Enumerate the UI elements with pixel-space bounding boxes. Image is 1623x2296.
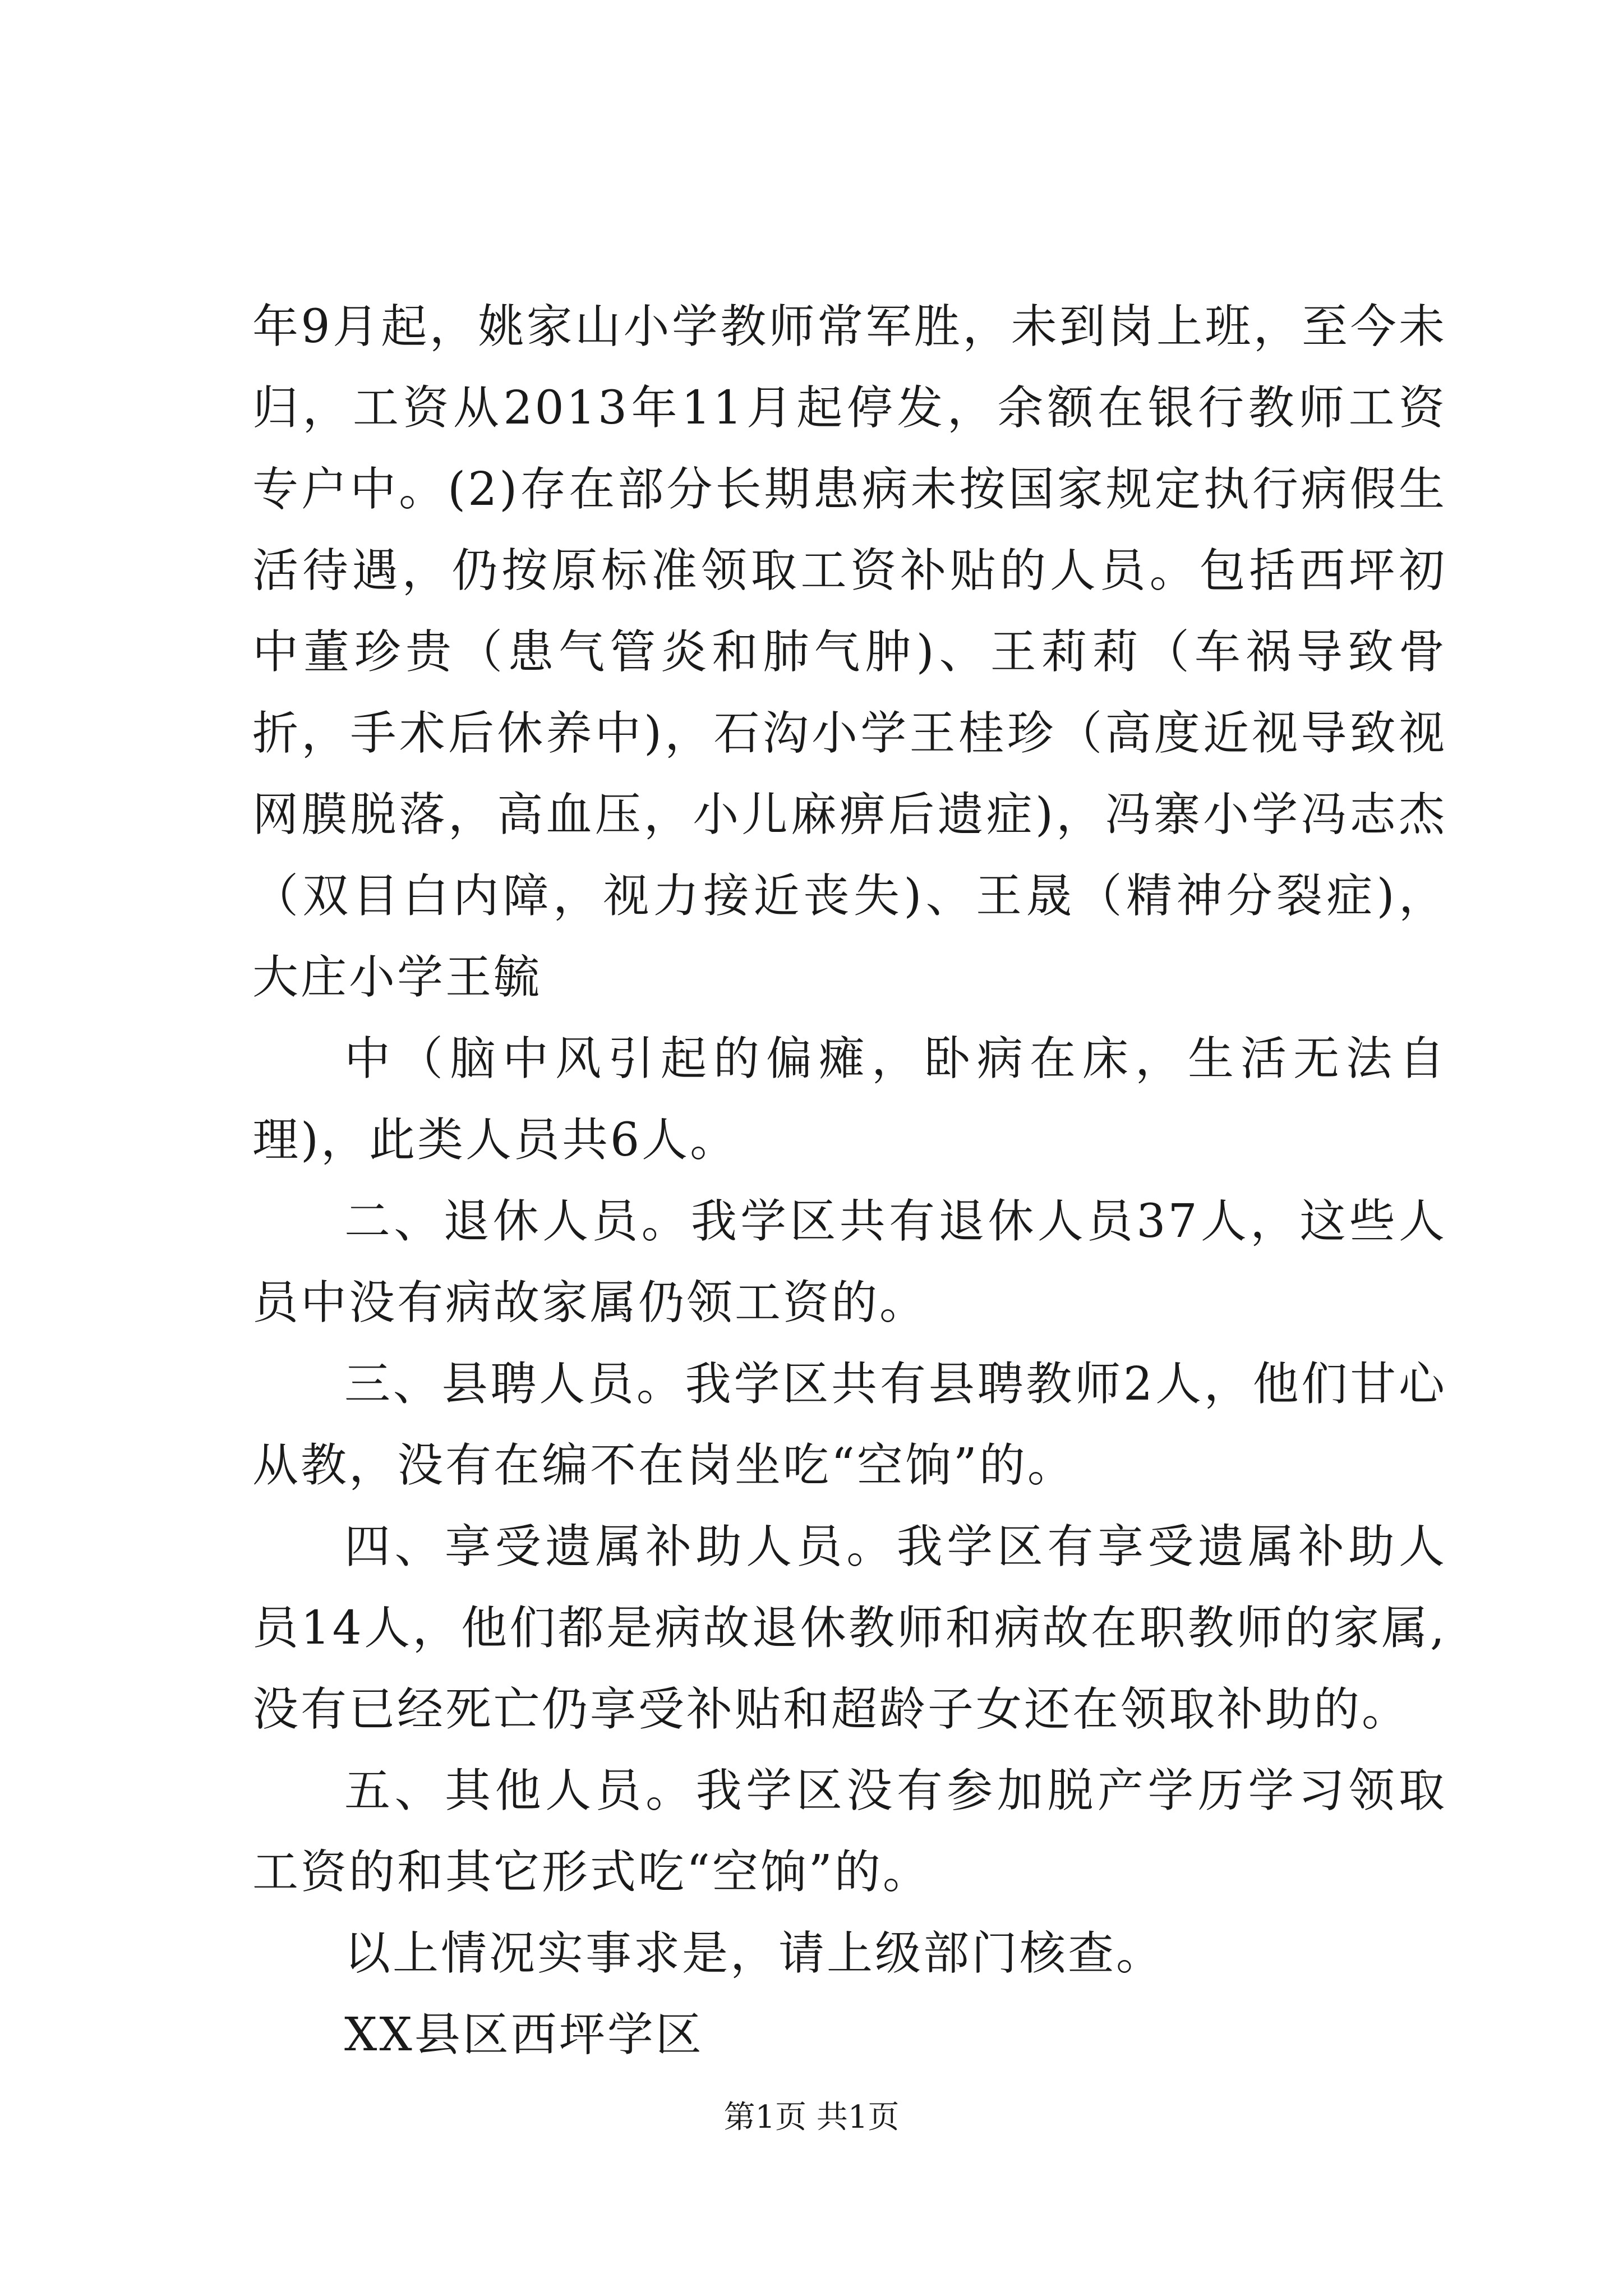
paragraph-sick-staff-count: 中（脑中风引起的偏瘫，卧病在床，生活无法自理)，此类人员共6人。 bbox=[252, 1032, 1447, 1167]
paragraph-staff-details: 年9月起，姚家山小学教师常军胜，未到岗上班，至今未归，工资从2013年11月起停发，余额在银行教师工资专户中。(2)存在部分长期患病未按国家规定执行病假生活待遇，仍按原标准领取工资补贴的人员。包括西坪初中董珍贵（患气管炎和肺气肿)、王莉莉（车祸导致骨折，手术后休养中)，石沟小学王桂珍（高度近视导致视网膜脱落，高血压，小儿麻痹后遗症)，冯寨小学冯志杰（双目白内障，视力接近丧失)、王晟（精神分裂症)，大庄小学王毓 bbox=[252, 300, 1447, 1004]
page-number-footer: 第1页 共1页 bbox=[723, 2099, 900, 2136]
paragraph-county-hired: 三、县聘人员。我学区共有县聘教师2人，他们甘心从教，没有在编不在岗坐吃“空饷”的。 bbox=[252, 1358, 1447, 1492]
paragraph-other-staff: 五、其他人员。我学区没有参加脱产学历学习领取工资的和其它形式吃“空饷”的。 bbox=[252, 1764, 1447, 1899]
signature-organization: XX县区西坪学区 bbox=[344, 2008, 704, 2062]
paragraph-conclusion: 以上情况实事求是，请上级部门核查。 bbox=[344, 1927, 1165, 1980]
paragraph-retired-staff: 二、退休人员。我学区共有退休人员37人，这些人员中没有病故家属仍领工资的。 bbox=[252, 1195, 1447, 1329]
document-body bbox=[252, 286, 1447, 2076]
paragraph-survivor-subsidy: 四、享受遗属补助人员。我学区有享受遗属补助人员14人，他们都是病故退休教师和病故在职教师的家属,没有已经死亡仍享受补贴和超龄子女还在领取补助的。 bbox=[252, 1520, 1447, 1736]
